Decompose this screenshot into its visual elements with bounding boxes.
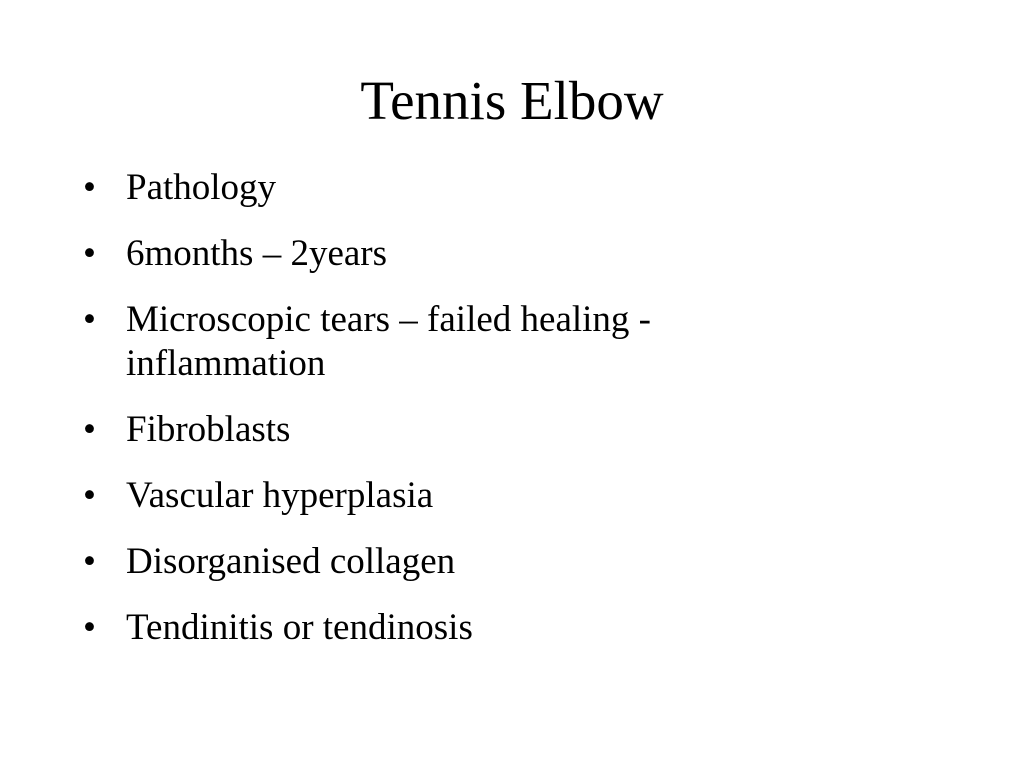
bullet-icon: •: [83, 233, 96, 274]
bullet-icon: •: [83, 299, 96, 340]
bullet-icon: •: [83, 607, 96, 648]
list-item: [83, 408, 823, 452]
bullet-icon: •: [83, 475, 96, 516]
bullet-text: Vascular hyperplasia: [126, 475, 434, 516]
slide-title: Tennis Elbow: [360, 70, 664, 131]
list-item: [83, 474, 823, 518]
list-item: [83, 540, 823, 584]
bullet-text: Microscopic tears – failed healing - inflammation: [126, 299, 651, 384]
bullet-text: 6months – 2years: [126, 233, 388, 274]
bullet-text: Tendinitis or tendinosis: [126, 607, 473, 648]
bullet-text: Fibroblasts: [126, 409, 291, 450]
bullet-text: Pathology: [126, 167, 277, 208]
bullet-text: Disorganised collagen: [126, 541, 456, 582]
bullet-icon: •: [83, 409, 96, 450]
list-item: [83, 232, 823, 276]
list-item: [83, 298, 823, 386]
bullet-icon: •: [83, 167, 96, 208]
list-item: [83, 606, 823, 650]
list-item: [83, 166, 823, 210]
bullet-icon: •: [83, 541, 96, 582]
bullet-list: [83, 166, 823, 672]
